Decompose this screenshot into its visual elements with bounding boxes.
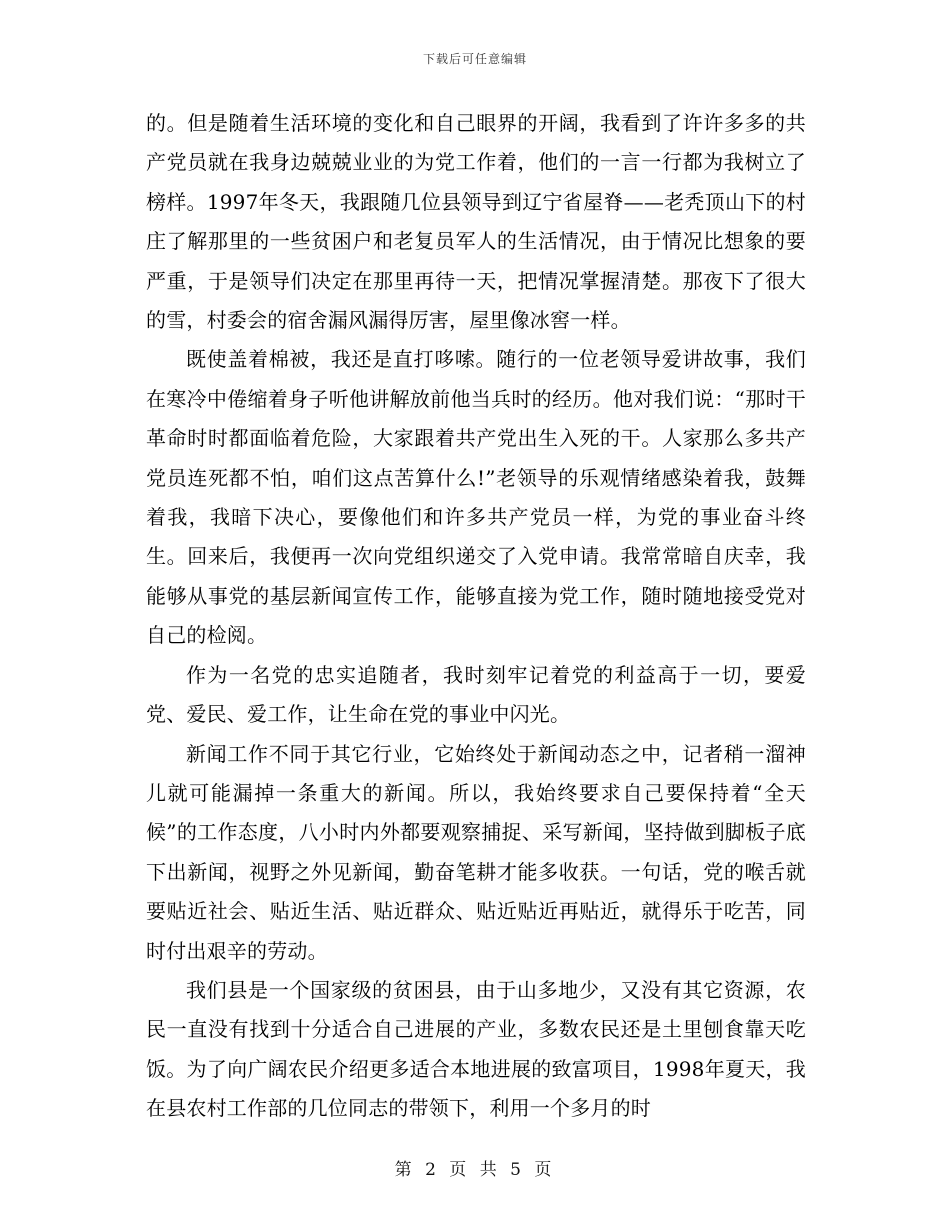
- paragraph: 我们县是一个国家级的贫困县，由于山多地少，又没有其它资源，农民一直没有找到十分适合自己进展的产业，多数农民还是土里刨食靠天吃饭。为了向广阔农民介绍更多适合本地进展的致富项目，1998年夏天，我在县农村工作部的几位同志的带领下，利用一个多月的时: [146, 977, 806, 1121]
- page-number-footer: 第 2 页 共 5 页: [394, 1160, 556, 1180]
- document-body: [146, 104, 806, 1129]
- paragraph: 新闻工作不同于其它行业，它始终处于新闻动态之中，记者稍一溜神儿就可能漏掉一条重大的新闻。所以，我始终要求自己要保持着“全天候”的工作态度，八小时内外都要观察捕捉、采写新闻，坚持做到脚板子底下出新闻，视野之外见新闻，勤奋笔耕才能多收获。一句话，党的喉舌就要贴近社会、贴近生活、贴近群众、贴近贴近再贴近，就得乐于吃苦，同时付出艰辛的劳动。: [146, 741, 806, 963]
- paragraph: 作为一名党的忠实追随者，我时刻牢记着党的利益高于一切，要爱党、爱民、爱工作，让生命在党的事业中闪光。: [146, 662, 806, 727]
- paragraph: 的。但是随着生活环境的变化和自己眼界的开阔，我看到了许许多多的共产党员就在我身边兢兢业业的为党工作着，他们的一言一行都为我树立了榜样。1997年冬天，我跟随几位县领导到辽宁省屋脊——老秃顶山下的村庄了解那里的一些贫困户和老复员军人的生活情况，由于情况比想象的要严重，于是领导们决定在那里再待一天，把情况掌握清楚。那夜下了很大的雪，村委会的宿舍漏风漏得厉害，屋里像冰窖一样。: [146, 111, 806, 333]
- paragraph: 既使盖着棉被，我还是直打哆嗦。随行的一位老领导爱讲故事，我们在寒冷中倦缩着身子听他讲解放前他当兵时的经历。他对我们说：“那时干革命时时都面临着危险，大家跟着共产党出生入死的干。人家那么多共产党员连死都不怕，咱们这点苦算什么!”老领导的乐观情绪感染着我，鼓舞着我，我暗下决心，要像他们和许多共产党员一样，为党的事业奋斗终生。回来后，我便再一次向党组织递交了入党申请。我常常暗自庆幸，我能够从事党的基层新闻宣传工作，能够直接为党工作，随时随地接受党对自己的检阅。: [146, 347, 806, 648]
- page-header: 下载后可任意编辑: [422, 52, 527, 66]
